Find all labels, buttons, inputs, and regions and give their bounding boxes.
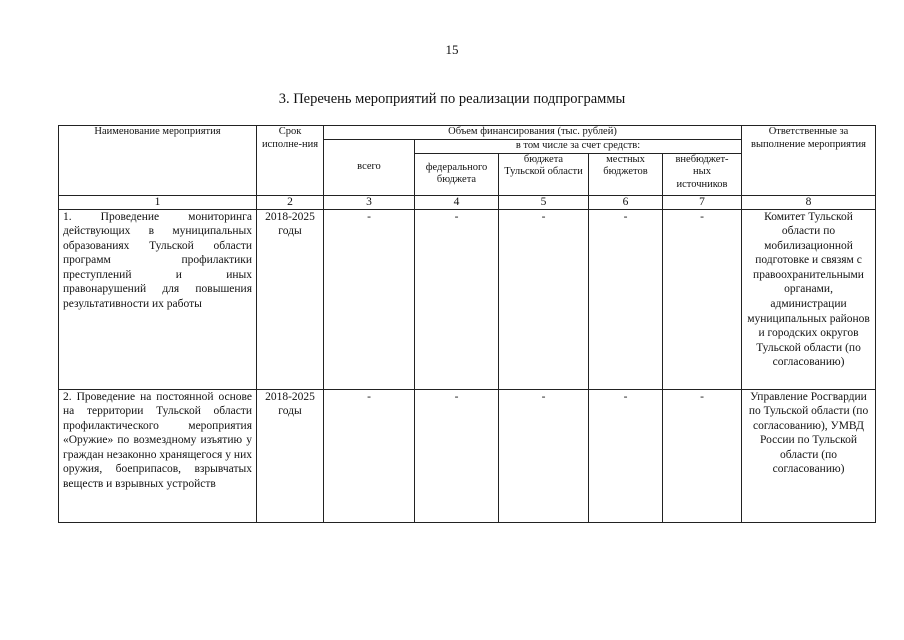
funding-federal: - (415, 209, 499, 389)
header-term: Срок исполне-ния (257, 126, 324, 196)
activity-term: 2018-2025 годы (257, 209, 324, 389)
header-row-1 (59, 126, 876, 140)
column-number: 4 (415, 195, 499, 209)
column-numbers-row (59, 195, 876, 209)
page-title: 3. Перечень мероприятий по реализации подпрограммы (278, 91, 626, 107)
header-including: в том числе за счет средств: (415, 140, 742, 154)
funding-extra: - (663, 389, 742, 522)
page-number: 15 (445, 42, 459, 57)
activities-table (58, 125, 876, 523)
funding-total: - (324, 389, 415, 522)
header-federal: федерального бюджета (415, 153, 499, 195)
column-number: 8 (742, 195, 876, 209)
header-responsible: Ответственные за выполнение мероприятия (742, 126, 876, 196)
funding-total: - (324, 209, 415, 389)
funding-regional: - (499, 209, 589, 389)
header-total: всего (324, 140, 415, 196)
header-name: Наименование мероприятия (59, 126, 257, 196)
table-row (59, 209, 876, 389)
column-number: 6 (589, 195, 663, 209)
funding-regional: - (499, 389, 589, 522)
column-number: 7 (663, 195, 742, 209)
activity-name: 1. Проведение мониторинга действующих в муниципальных образованиях Тульской области программ профилактики преступлений и иных правонарушений для повышения результативности их работы (59, 209, 257, 389)
header-extra: внебюджет-ных источников (663, 153, 742, 195)
activity-name: 2. Проведение на постоянной основе на территории Тульской области профилактического мероприятия «Оружие» по возмездному изъятию у граждан незаконно хранящегося у них оружия, боеприпасов, взрывчатых веществ и взрывных устройств (59, 389, 257, 522)
column-number: 2 (257, 195, 324, 209)
column-number: 3 (324, 195, 415, 209)
column-number: 5 (499, 195, 589, 209)
funding-extra: - (663, 209, 742, 389)
responsible-party: Управление Росгвардии по Тульской области (по согласованию), УМВД России по Тульской области (по согласованию) (742, 389, 876, 522)
responsible-party: Комитет Тульской области по мобилизационной подготовке и связям с правоохранительными органами, администрации муниципальных районов и городских округов Тульской области (по согласованию) (742, 209, 876, 389)
column-number: 1 (59, 195, 257, 209)
table-row (59, 389, 876, 522)
activity-term: 2018-2025 годы (257, 389, 324, 522)
funding-federal: - (415, 389, 499, 522)
funding-local: - (589, 389, 663, 522)
header-local: местных бюджетов (589, 153, 663, 195)
header-funding: Объем финансирования (тыс. рублей) (324, 126, 742, 140)
funding-local: - (589, 209, 663, 389)
header-regional: бюджета Тульской области (499, 153, 589, 195)
